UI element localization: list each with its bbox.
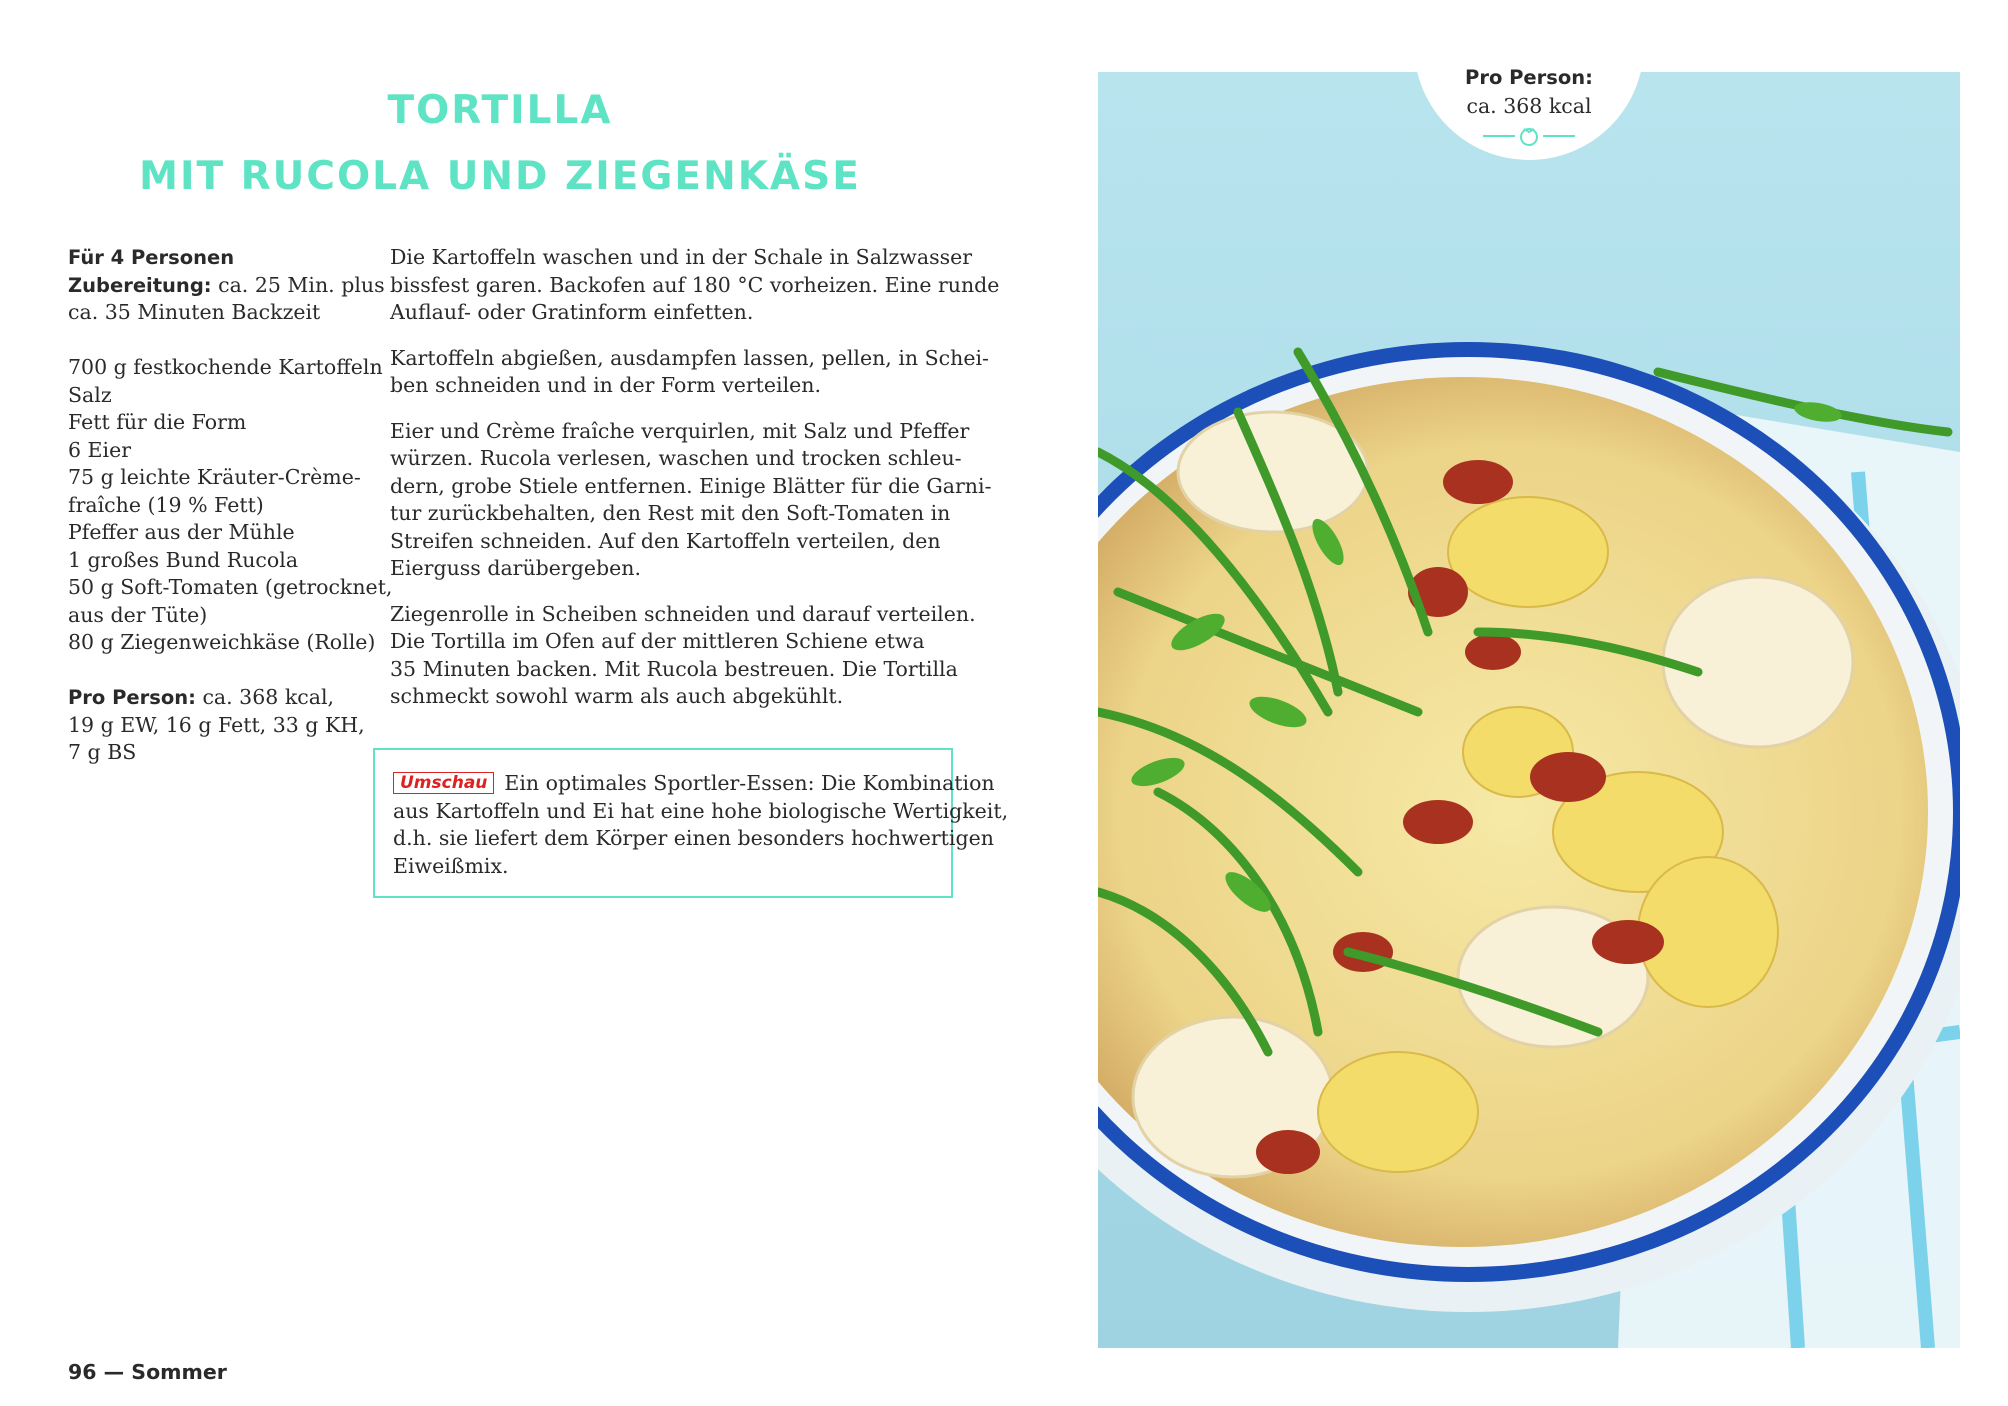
servings: Für 4 Personen bbox=[68, 246, 235, 269]
nutrition-label: Pro Person: bbox=[68, 686, 196, 709]
ingredient-item: 700 g festkochende Kartoffeln bbox=[68, 355, 383, 379]
nutrition-value: ca. 368 kcal, bbox=[195, 685, 335, 709]
page-footer: 96 — Sommer bbox=[68, 1360, 227, 1384]
nutrition-line-3: 7 g BS bbox=[68, 740, 137, 764]
nutrition-line-2: 19 g EW, 16 g Fett, 33 g KH, bbox=[68, 712, 365, 737]
instruction-step: Kartoffeln abgießen, ausdampfen lassen, pellen, in Schei- ben schneiden und in der Form verteilen. bbox=[390, 345, 989, 397]
apotheken-umschau-logo: Umschau bbox=[393, 772, 494, 794]
ingredient-item: aus der Tüte) bbox=[68, 602, 208, 627]
instruction-step: Eier und Crème fraîche verquirlen, mit Salz und Pfeffer würzen. Rucola verlesen, waschen und trocken schleu- dern, grobe Stiele entfernen. Einige Blätter für die Garni- tur zurückbehalten, den Rest mit den Soft-Tomaten in Streifen schneiden. Auf den Kartoffeln verteilen, den Eierguss darübergeben. bbox=[390, 418, 992, 580]
ingredient-item: 75 g leichte Kräuter-Crème- bbox=[68, 465, 361, 489]
ingredient-list bbox=[68, 354, 393, 657]
nutrition-info bbox=[68, 684, 368, 712]
prep-value: ca. 25 Min. plus bbox=[211, 272, 385, 297]
ingredient-item: Salz bbox=[68, 382, 112, 407]
ingredient-item: 80 g Ziegenweichkäse (Rolle) bbox=[68, 630, 376, 654]
badge-value: ca. 368 kcal bbox=[1466, 94, 1592, 118]
tip-text-line: Ein optimales Sportler-Essen: Die Kombination bbox=[504, 771, 995, 795]
ingredient-item: 1 großes Bund Rucola bbox=[68, 547, 299, 572]
instruction-step: Ziegenrolle in Scheiben schneiden und darauf verteilen. Die Tortilla im Ofen auf der mittleren Schiene etwa 35 Minuten backen. Mit Rucola bestreuen. Die Tortilla schmeckt sowohl warm als auch abgekühlt. bbox=[390, 601, 976, 708]
recipe-title bbox=[60, 78, 940, 210]
badge-label: Pro Person: bbox=[1465, 66, 1593, 89]
recipe-photo bbox=[1098, 72, 1960, 1348]
prep-time bbox=[68, 272, 385, 300]
tip-box bbox=[373, 748, 1009, 898]
ingredient-item: 50 g Soft-Tomaten (getrocknet, bbox=[68, 575, 393, 599]
instruction-step: Die Kartoffeln waschen und in der Schale in Salzwasser bissfest garen. Backofen auf 180 °C vorheizen. Eine runde Auflauf- oder Gratinform einfetten. bbox=[390, 245, 1000, 324]
prep-time-line-2: ca. 35 Minuten Backzeit bbox=[68, 300, 321, 324]
ingredient-item: 6 Eier bbox=[68, 437, 132, 462]
tip-text-line: Eiweißmix. bbox=[393, 853, 509, 878]
tip-text-line: aus Kartoffeln und Ei hat eine hohe biologische Wertigkeit, bbox=[393, 798, 1009, 823]
tomato-icon bbox=[1481, 124, 1577, 146]
tip-text-line: d.h. sie liefert dem Körper einen besonders hochwertigen bbox=[393, 826, 994, 850]
tortilla-illustration bbox=[1098, 72, 1960, 1348]
recipe-title-line-2: MIT RUCOLA UND ZIEGENKÄSE bbox=[139, 154, 861, 199]
recipe-title-line-1: TORTILLA bbox=[387, 88, 613, 133]
ingredient-item: fraîche (19 % Fett) bbox=[68, 492, 264, 517]
ingredient-item: Pfeffer aus der Mühle bbox=[68, 520, 295, 544]
ingredients-column bbox=[68, 244, 393, 767]
prep-label: Zubereitung: bbox=[68, 273, 212, 297]
instructions-column bbox=[390, 244, 1000, 729]
ingredient-item: Fett für die Form bbox=[68, 410, 247, 434]
